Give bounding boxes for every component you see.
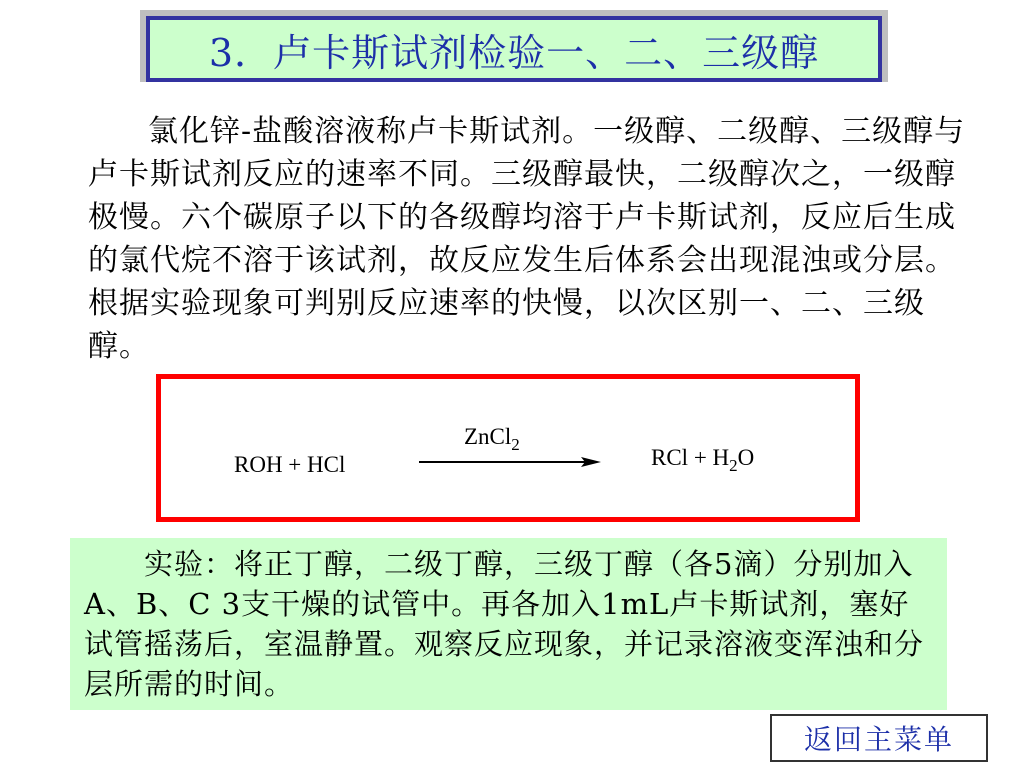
experiment-paragraph: 实验：将正丁醇，二级丁醇，三级丁醇（各5滴）分别加入A、B、C 3支干燥的试管中。再各加入1mL卢卡斯试剂，塞好试管摇荡后，室温静置。观察反应现象，并记录溶液变浑浊和分层所需的时间。 bbox=[84, 547, 925, 701]
title-box bbox=[146, 16, 882, 82]
catalyst-base: ZnCl bbox=[464, 424, 512, 449]
reaction-equation-box bbox=[156, 374, 860, 522]
title-banner bbox=[140, 10, 888, 88]
back-to-main-menu-button[interactable]: 返回主菜单 bbox=[770, 714, 988, 762]
catalyst-subscript: 2 bbox=[511, 435, 520, 454]
reactants: ROH + HCl bbox=[234, 452, 346, 477]
product-part-2: O bbox=[737, 445, 755, 470]
intro-paragraph: 氯化锌-盐酸溶液称卢卡斯试剂。一级醇、二级醇、三级醇与卢卡斯试剂反应的速率不同。三级醇最快，二级醇次之，一级醇极慢。六个碳原子以下的各级醇均溶于卢卡斯试剂，反应后生成的氯代烷不溶于该试剂，故反应发生后体系会出现混浊或分层。根据实验现象可判别反应速率的快慢，以次区别一、二、三级醇。 bbox=[88, 114, 966, 364]
experiment-box bbox=[70, 538, 947, 710]
reaction-equation bbox=[161, 379, 855, 517]
page-title: 3．卢卡斯试剂检验一、二、三级醇 bbox=[208, 30, 820, 75]
products bbox=[651, 445, 754, 475]
product-part-1: RCl + H bbox=[651, 445, 730, 470]
catalyst bbox=[464, 424, 520, 454]
product-subscript: 2 bbox=[729, 456, 738, 475]
